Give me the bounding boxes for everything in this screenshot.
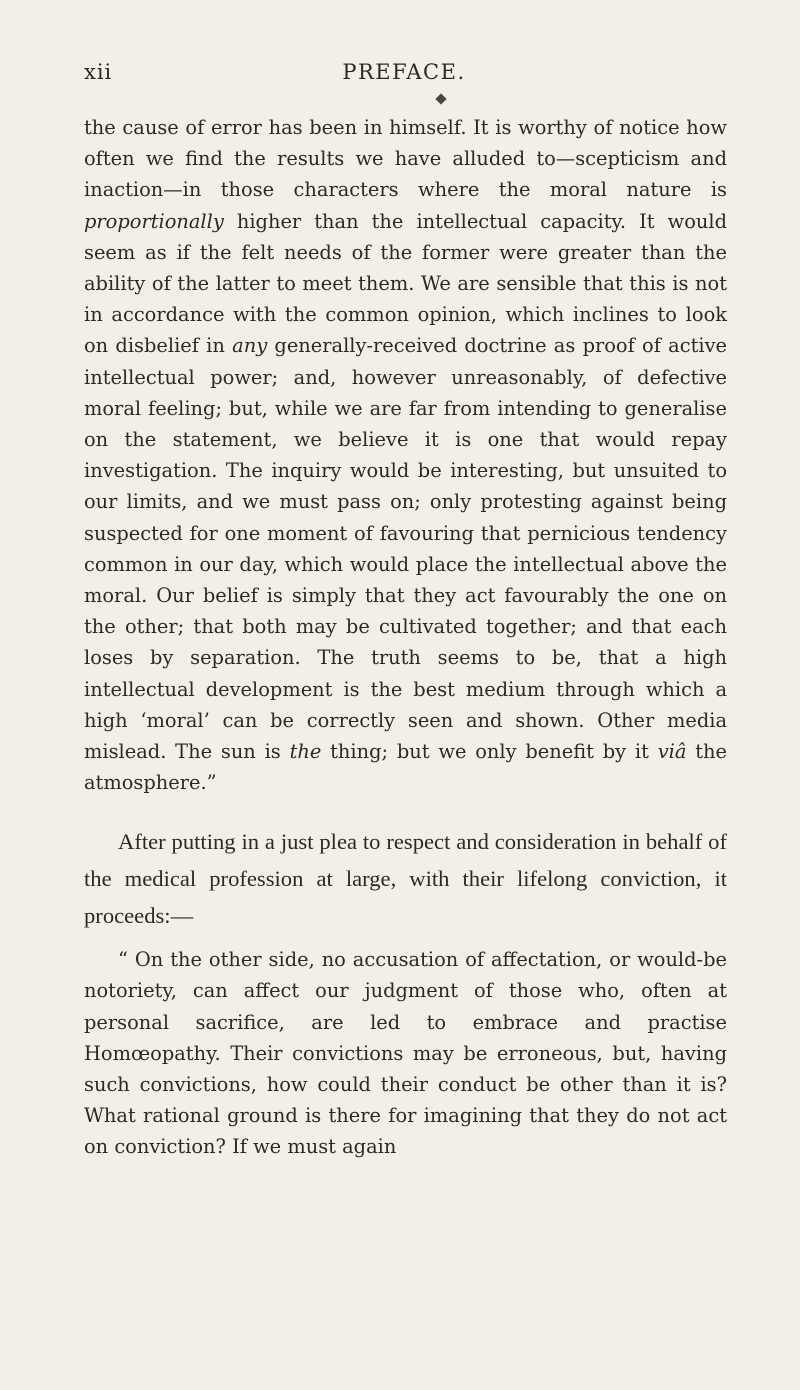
running-title: PREFACE. bbox=[342, 60, 466, 84]
body-text bbox=[84, 112, 727, 1163]
quoted-paragraph bbox=[84, 112, 727, 798]
text-run: thing; but we only benefit by it bbox=[321, 740, 658, 764]
text-run: the cause of error has been in himself. It is worthy of notice how often we find the results we have alluded to—scepticism and inaction—in those characters where the moral nature is bbox=[84, 116, 727, 202]
italic-text: proportionally bbox=[84, 209, 224, 233]
quoted-paragraph-2: “ On the other side, no accusation of affectation, or would-be notoriety, can affect our judgment of those who, often at personal sacrifice, are led to embrace and practise Homœopathy. Their convictions may be erroneous, but, having such convictions, how could their conduct be other than it is? What rational ground is there for imagining that they do not act on conviction? If we must again bbox=[84, 948, 727, 1159]
page-number: xii bbox=[84, 60, 113, 84]
italic-text: viâ bbox=[657, 740, 687, 764]
ornament-mark bbox=[435, 93, 446, 104]
narrative-paragraph: After putting in a just plea to respect and consideration in behalf of the medical profession at large, with their lifelong conviction, it proceeds:— bbox=[84, 829, 727, 928]
italic-text: any bbox=[232, 334, 268, 358]
text-run: generally-received doctrine as proof of active intellectual power; and, however unreasonably, of defective moral feeling; but, while we are far from intending to generalise on the statement, we believe it is one that would repay investigation. The inquiry would be interesting, but unsuited to our limits, and we must pass on; only protesting against being suspected for one moment of favouring that pernicious tendency common in our day, which would place the intellectual above the moral. Our belief is simply that they act favourably the one on the other; that both may be cultivated together; and that each loses by separation. The truth seems to be, that a high intellectual development is the best medium through which a high ‘moral’ can be correctly seen and shown. Other media mislead. The sun is bbox=[84, 334, 727, 764]
text-run: higher than the intellectual capacity. It would seem as if the felt needs of the former were greater than the ability of the latter to meet them. We are sensible that this is not in accordance with the common opinion, which inclines to look on disbelief in bbox=[84, 209, 727, 358]
text-run: the atmosphere.” bbox=[84, 740, 727, 795]
running-head bbox=[84, 60, 724, 90]
italic-text: the bbox=[289, 740, 322, 764]
